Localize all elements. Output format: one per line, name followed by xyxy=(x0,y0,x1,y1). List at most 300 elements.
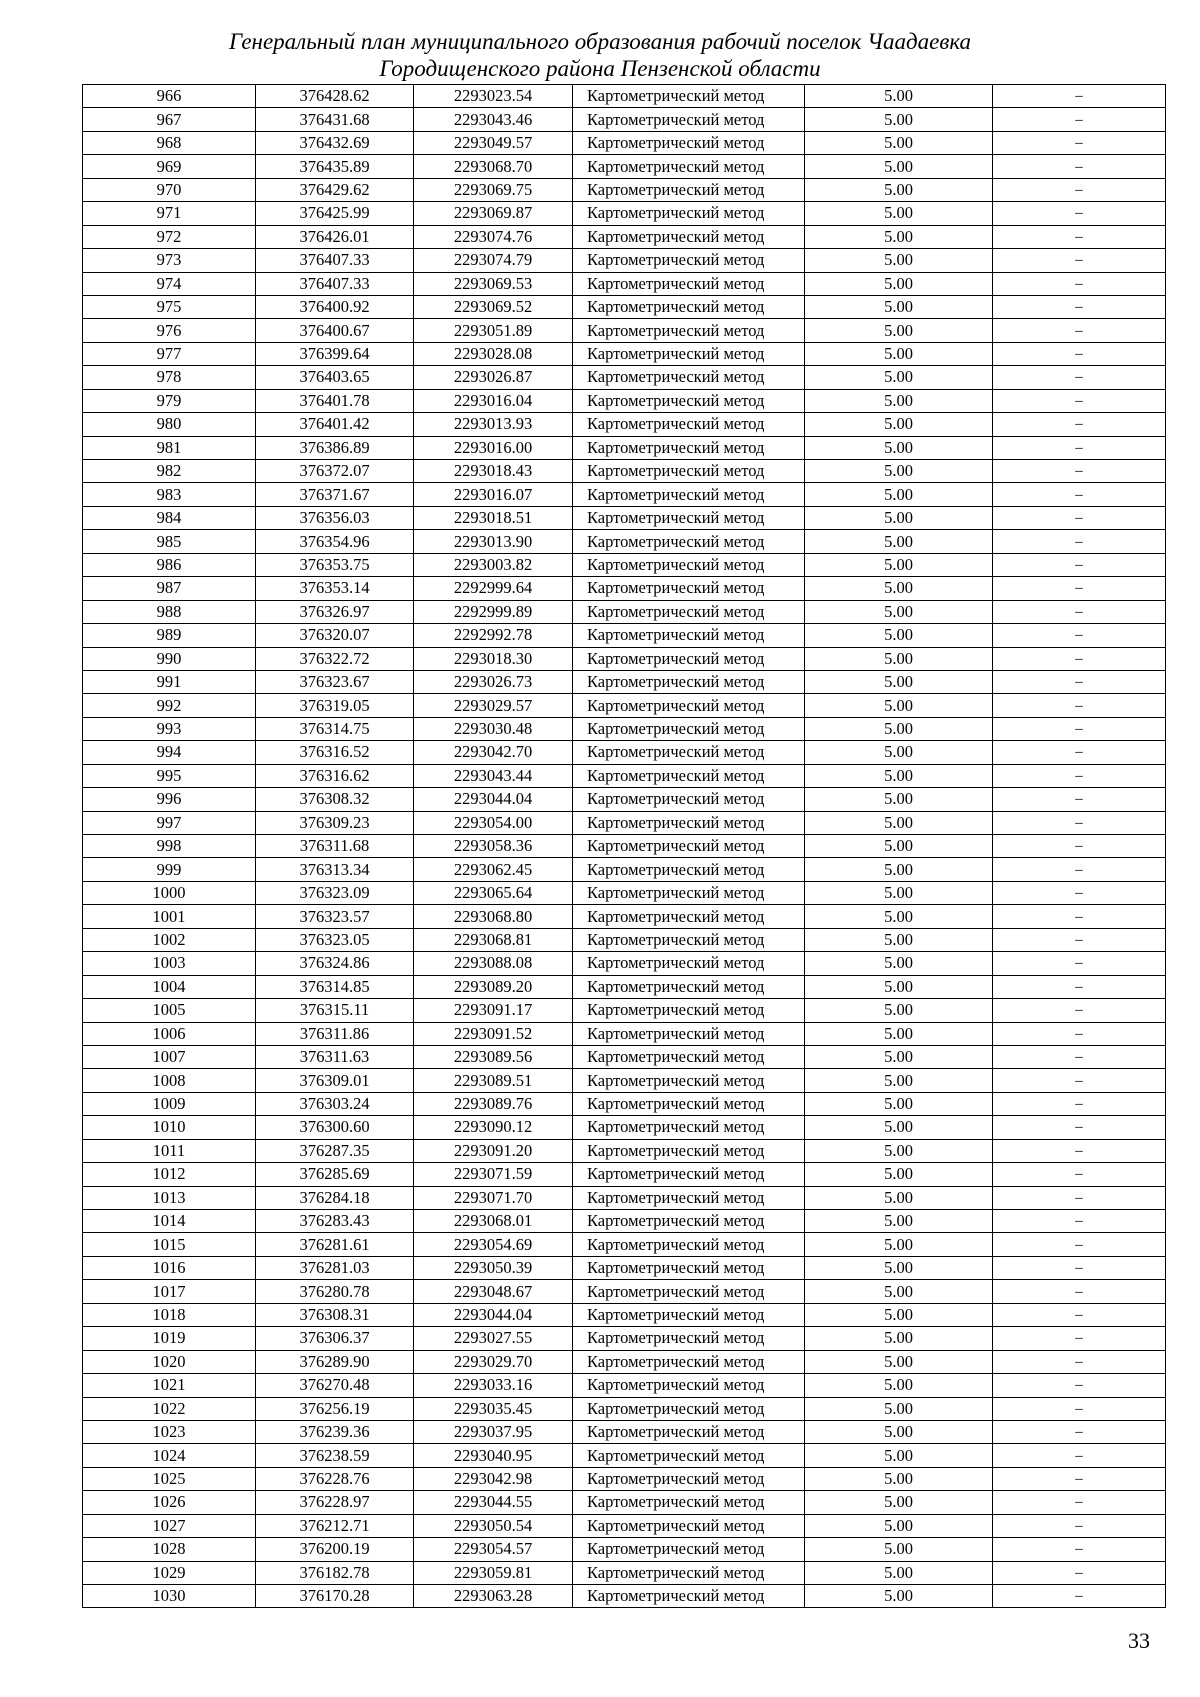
table-row xyxy=(83,553,1166,576)
accuracy-cell: 5.00 xyxy=(805,1397,993,1420)
method-cell: Картометрический метод xyxy=(573,905,805,928)
x-coordinate-cell: 376289.90 xyxy=(256,1350,414,1373)
method-cell: Картометрический метод xyxy=(573,647,805,670)
point-number-cell: 1022 xyxy=(83,1397,256,1420)
point-number-cell: 1021 xyxy=(83,1374,256,1397)
point-number-cell: 1028 xyxy=(83,1538,256,1561)
accuracy-cell: 5.00 xyxy=(805,366,993,389)
table-row xyxy=(83,225,1166,248)
accuracy-cell: 5.00 xyxy=(805,506,993,529)
point-number-cell: 1000 xyxy=(83,881,256,904)
accuracy-cell: 5.00 xyxy=(805,1350,993,1373)
y-coordinate-cell: 2293054.69 xyxy=(414,1233,573,1256)
table-row xyxy=(83,272,1166,295)
point-number-cell: 1027 xyxy=(83,1514,256,1537)
accuracy-cell: 5.00 xyxy=(805,1467,993,1490)
x-coordinate-cell: 376429.62 xyxy=(256,178,414,201)
method-cell: Картометрический метод xyxy=(573,85,805,108)
accuracy-cell: 5.00 xyxy=(805,85,993,108)
y-coordinate-cell: 2293042.98 xyxy=(414,1467,573,1490)
method-cell: Картометрический метод xyxy=(573,670,805,693)
x-coordinate-cell: 376323.57 xyxy=(256,905,414,928)
method-cell: Картометрический метод xyxy=(573,319,805,342)
method-cell: Картометрический метод xyxy=(573,366,805,389)
table-row xyxy=(83,85,1166,108)
y-coordinate-cell: 2293037.95 xyxy=(414,1420,573,1443)
accuracy-cell: 5.00 xyxy=(805,717,993,740)
accuracy-cell: 5.00 xyxy=(805,530,993,553)
x-coordinate-cell: 376372.07 xyxy=(256,460,414,483)
accuracy-cell: 5.00 xyxy=(805,1420,993,1443)
table-row xyxy=(83,835,1166,858)
accuracy-cell: 5.00 xyxy=(805,1538,993,1561)
point-number-cell: 968 xyxy=(83,131,256,154)
point-number-cell: 997 xyxy=(83,811,256,834)
accuracy-cell: 5.00 xyxy=(805,1186,993,1209)
point-number-cell: 995 xyxy=(83,764,256,787)
x-coordinate-cell: 376324.86 xyxy=(256,952,414,975)
point-number-cell: 987 xyxy=(83,577,256,600)
method-cell: Картометрический метод xyxy=(573,1467,805,1490)
method-cell: Картометрический метод xyxy=(573,1374,805,1397)
accuracy-cell: 5.00 xyxy=(805,436,993,459)
x-coordinate-cell: 376285.69 xyxy=(256,1163,414,1186)
table-row xyxy=(83,1374,1166,1397)
remark-cell: – xyxy=(993,1491,1166,1514)
y-coordinate-cell: 2293043.46 xyxy=(414,108,573,131)
table-row xyxy=(83,295,1166,318)
remark-cell: – xyxy=(993,1280,1166,1303)
accuracy-cell: 5.00 xyxy=(805,1256,993,1279)
x-coordinate-cell: 376403.65 xyxy=(256,366,414,389)
method-cell: Картометрический метод xyxy=(573,460,805,483)
remark-cell: – xyxy=(993,835,1166,858)
accuracy-cell: 5.00 xyxy=(805,1022,993,1045)
point-number-cell: 988 xyxy=(83,600,256,623)
remark-cell: – xyxy=(993,670,1166,693)
accuracy-cell: 5.00 xyxy=(805,202,993,225)
y-coordinate-cell: 2292999.64 xyxy=(414,577,573,600)
y-coordinate-cell: 2293065.64 xyxy=(414,881,573,904)
y-coordinate-cell: 2293059.81 xyxy=(414,1561,573,1584)
point-number-cell: 1019 xyxy=(83,1327,256,1350)
remark-cell: – xyxy=(993,647,1166,670)
table-row xyxy=(83,249,1166,272)
method-cell: Картометрический метод xyxy=(573,506,805,529)
remark-cell: – xyxy=(993,881,1166,904)
y-coordinate-cell: 2293050.39 xyxy=(414,1256,573,1279)
point-number-cell: 977 xyxy=(83,342,256,365)
y-coordinate-cell: 2293044.55 xyxy=(414,1491,573,1514)
x-coordinate-cell: 376311.63 xyxy=(256,1045,414,1068)
method-cell: Картометрический метод xyxy=(573,413,805,436)
table-row xyxy=(83,1069,1166,1092)
y-coordinate-cell: 2293062.45 xyxy=(414,858,573,881)
x-coordinate-cell: 376323.67 xyxy=(256,670,414,693)
remark-cell: – xyxy=(993,1256,1166,1279)
table-row xyxy=(83,436,1166,459)
remark-cell: – xyxy=(993,319,1166,342)
method-cell: Картометрический метод xyxy=(573,624,805,647)
table-row xyxy=(83,1444,1166,1467)
method-cell: Картометрический метод xyxy=(573,1327,805,1350)
point-number-cell: 1001 xyxy=(83,905,256,928)
y-coordinate-cell: 2292992.78 xyxy=(414,624,573,647)
table-row xyxy=(83,366,1166,389)
remark-cell: – xyxy=(993,1116,1166,1139)
accuracy-cell: 5.00 xyxy=(805,577,993,600)
point-number-cell: 992 xyxy=(83,694,256,717)
method-cell: Картометрический метод xyxy=(573,225,805,248)
table-row xyxy=(83,905,1166,928)
accuracy-cell: 5.00 xyxy=(805,1139,993,1162)
table-row xyxy=(83,928,1166,951)
method-cell: Картометрический метод xyxy=(573,694,805,717)
x-coordinate-cell: 376371.67 xyxy=(256,483,414,506)
accuracy-cell: 5.00 xyxy=(805,1092,993,1115)
x-coordinate-cell: 376320.07 xyxy=(256,624,414,647)
point-number-cell: 1030 xyxy=(83,1585,256,1608)
y-coordinate-cell: 2293091.52 xyxy=(414,1022,573,1045)
table-row xyxy=(83,741,1166,764)
y-coordinate-cell: 2293069.52 xyxy=(414,295,573,318)
x-coordinate-cell: 376311.68 xyxy=(256,835,414,858)
remark-cell: – xyxy=(993,1092,1166,1115)
remark-cell: – xyxy=(993,811,1166,834)
x-coordinate-cell: 376407.33 xyxy=(256,249,414,272)
method-cell: Картометрический метод xyxy=(573,1116,805,1139)
x-coordinate-cell: 376353.75 xyxy=(256,553,414,576)
remark-cell: – xyxy=(993,272,1166,295)
remark-cell: – xyxy=(993,506,1166,529)
accuracy-cell: 5.00 xyxy=(805,249,993,272)
accuracy-cell: 5.00 xyxy=(805,225,993,248)
x-coordinate-cell: 376270.48 xyxy=(256,1374,414,1397)
table-row xyxy=(83,1116,1166,1139)
accuracy-cell: 5.00 xyxy=(805,1163,993,1186)
remark-cell: – xyxy=(993,225,1166,248)
point-number-cell: 1003 xyxy=(83,952,256,975)
point-number-cell: 971 xyxy=(83,202,256,225)
remark-cell: – xyxy=(993,553,1166,576)
point-number-cell: 972 xyxy=(83,225,256,248)
method-cell: Картометрический метод xyxy=(573,1045,805,1068)
remark-cell: – xyxy=(993,1561,1166,1584)
remark-cell: – xyxy=(993,1186,1166,1209)
method-cell: Картометрический метод xyxy=(573,975,805,998)
x-coordinate-cell: 376315.11 xyxy=(256,999,414,1022)
method-cell: Картометрический метод xyxy=(573,131,805,154)
table-row xyxy=(83,1397,1166,1420)
remark-cell: – xyxy=(993,1210,1166,1233)
table-row xyxy=(83,694,1166,717)
method-cell: Картометрический метод xyxy=(573,342,805,365)
point-number-cell: 1005 xyxy=(83,999,256,1022)
point-number-cell: 1007 xyxy=(83,1045,256,1068)
remark-cell: – xyxy=(993,905,1166,928)
table-row xyxy=(83,413,1166,436)
table-row xyxy=(83,1210,1166,1233)
point-number-cell: 1012 xyxy=(83,1163,256,1186)
accuracy-cell: 5.00 xyxy=(805,108,993,131)
method-cell: Картометрический метод xyxy=(573,1538,805,1561)
accuracy-cell: 5.00 xyxy=(805,741,993,764)
table-row xyxy=(83,155,1166,178)
remark-cell: – xyxy=(993,460,1166,483)
x-coordinate-cell: 376280.78 xyxy=(256,1280,414,1303)
method-cell: Картометрический метод xyxy=(573,483,805,506)
accuracy-cell: 5.00 xyxy=(805,178,993,201)
table-row xyxy=(83,1233,1166,1256)
point-number-cell: 970 xyxy=(83,178,256,201)
remark-cell: – xyxy=(993,999,1166,1022)
method-cell: Картометрический метод xyxy=(573,389,805,412)
accuracy-cell: 5.00 xyxy=(805,1303,993,1326)
method-cell: Картометрический метод xyxy=(573,202,805,225)
point-number-cell: 1006 xyxy=(83,1022,256,1045)
table-row xyxy=(83,952,1166,975)
method-cell: Картометрический метод xyxy=(573,1022,805,1045)
y-coordinate-cell: 2293090.12 xyxy=(414,1116,573,1139)
table-row xyxy=(83,483,1166,506)
method-cell: Картометрический метод xyxy=(573,1069,805,1092)
point-number-cell: 1004 xyxy=(83,975,256,998)
y-coordinate-cell: 2293030.48 xyxy=(414,717,573,740)
method-cell: Картометрический метод xyxy=(573,249,805,272)
remark-cell: – xyxy=(993,928,1166,951)
accuracy-cell: 5.00 xyxy=(805,1327,993,1350)
method-cell: Картометрический метод xyxy=(573,108,805,131)
coordinates-table xyxy=(82,84,1166,1608)
point-number-cell: 979 xyxy=(83,389,256,412)
method-cell: Картометрический метод xyxy=(573,155,805,178)
method-cell: Картометрический метод xyxy=(573,764,805,787)
accuracy-cell: 5.00 xyxy=(805,788,993,811)
point-number-cell: 1010 xyxy=(83,1116,256,1139)
remark-cell: – xyxy=(993,155,1166,178)
y-coordinate-cell: 2293089.76 xyxy=(414,1092,573,1115)
remark-cell: – xyxy=(993,1022,1166,1045)
x-coordinate-cell: 376407.33 xyxy=(256,272,414,295)
remark-cell: – xyxy=(993,1139,1166,1162)
remark-cell: – xyxy=(993,1538,1166,1561)
method-cell: Картометрический метод xyxy=(573,1350,805,1373)
remark-cell: – xyxy=(993,694,1166,717)
accuracy-cell: 5.00 xyxy=(805,342,993,365)
point-number-cell: 1011 xyxy=(83,1139,256,1162)
point-number-cell: 984 xyxy=(83,506,256,529)
accuracy-cell: 5.00 xyxy=(805,624,993,647)
method-cell: Картометрический метод xyxy=(573,999,805,1022)
accuracy-cell: 5.00 xyxy=(805,319,993,342)
remark-cell: – xyxy=(993,85,1166,108)
y-coordinate-cell: 2293033.16 xyxy=(414,1374,573,1397)
y-coordinate-cell: 2293044.04 xyxy=(414,788,573,811)
table-row xyxy=(83,1303,1166,1326)
table-row xyxy=(83,647,1166,670)
table-row xyxy=(83,1514,1166,1537)
table-row xyxy=(83,342,1166,365)
x-coordinate-cell: 376432.69 xyxy=(256,131,414,154)
x-coordinate-cell: 376170.28 xyxy=(256,1585,414,1608)
y-coordinate-cell: 2293091.17 xyxy=(414,999,573,1022)
x-coordinate-cell: 376400.67 xyxy=(256,319,414,342)
point-number-cell: 1025 xyxy=(83,1467,256,1490)
y-coordinate-cell: 2293069.87 xyxy=(414,202,573,225)
accuracy-cell: 5.00 xyxy=(805,811,993,834)
accuracy-cell: 5.00 xyxy=(805,1514,993,1537)
x-coordinate-cell: 376319.05 xyxy=(256,694,414,717)
remark-cell: – xyxy=(993,249,1166,272)
remark-cell: – xyxy=(993,624,1166,647)
table-row xyxy=(83,1139,1166,1162)
remark-cell: – xyxy=(993,366,1166,389)
remark-cell: – xyxy=(993,952,1166,975)
y-coordinate-cell: 2293050.54 xyxy=(414,1514,573,1537)
point-number-cell: 986 xyxy=(83,553,256,576)
remark-cell: – xyxy=(993,131,1166,154)
point-number-cell: 1024 xyxy=(83,1444,256,1467)
point-number-cell: 1018 xyxy=(83,1303,256,1326)
y-coordinate-cell: 2293089.56 xyxy=(414,1045,573,1068)
remark-cell: – xyxy=(993,764,1166,787)
x-coordinate-cell: 376300.60 xyxy=(256,1116,414,1139)
accuracy-cell: 5.00 xyxy=(805,858,993,881)
method-cell: Картометрический метод xyxy=(573,811,805,834)
method-cell: Картометрический метод xyxy=(573,952,805,975)
x-coordinate-cell: 376238.59 xyxy=(256,1444,414,1467)
method-cell: Картометрический метод xyxy=(573,272,805,295)
accuracy-cell: 5.00 xyxy=(805,295,993,318)
x-coordinate-cell: 376314.75 xyxy=(256,717,414,740)
accuracy-cell: 5.00 xyxy=(805,460,993,483)
point-number-cell: 1017 xyxy=(83,1280,256,1303)
x-coordinate-cell: 376314.85 xyxy=(256,975,414,998)
y-coordinate-cell: 2293029.70 xyxy=(414,1350,573,1373)
accuracy-cell: 5.00 xyxy=(805,1491,993,1514)
table-row xyxy=(83,1538,1166,1561)
table-row xyxy=(83,577,1166,600)
x-coordinate-cell: 376283.43 xyxy=(256,1210,414,1233)
method-cell: Картометрический метод xyxy=(573,1233,805,1256)
method-cell: Картометрический метод xyxy=(573,1280,805,1303)
x-coordinate-cell: 376401.78 xyxy=(256,389,414,412)
table-row xyxy=(83,1280,1166,1303)
table-row xyxy=(83,202,1166,225)
remark-cell: – xyxy=(993,1397,1166,1420)
x-coordinate-cell: 376356.03 xyxy=(256,506,414,529)
remark-cell: – xyxy=(993,1420,1166,1443)
y-coordinate-cell: 2293013.90 xyxy=(414,530,573,553)
accuracy-cell: 5.00 xyxy=(805,1116,993,1139)
y-coordinate-cell: 2293016.04 xyxy=(414,389,573,412)
x-coordinate-cell: 376401.42 xyxy=(256,413,414,436)
y-coordinate-cell: 2293018.30 xyxy=(414,647,573,670)
table-row xyxy=(83,319,1166,342)
method-cell: Картометрический метод xyxy=(573,1397,805,1420)
x-coordinate-cell: 376399.64 xyxy=(256,342,414,365)
remark-cell: – xyxy=(993,577,1166,600)
x-coordinate-cell: 376284.18 xyxy=(256,1186,414,1209)
y-coordinate-cell: 2293018.43 xyxy=(414,460,573,483)
accuracy-cell: 5.00 xyxy=(805,764,993,787)
y-coordinate-cell: 2293026.87 xyxy=(414,366,573,389)
accuracy-cell: 5.00 xyxy=(805,413,993,436)
x-coordinate-cell: 376308.31 xyxy=(256,1303,414,1326)
table-row xyxy=(83,389,1166,412)
y-coordinate-cell: 2293069.75 xyxy=(414,178,573,201)
x-coordinate-cell: 376303.24 xyxy=(256,1092,414,1115)
x-coordinate-cell: 376239.36 xyxy=(256,1420,414,1443)
table-row xyxy=(83,1092,1166,1115)
table-row xyxy=(83,530,1166,553)
method-cell: Картометрический метод xyxy=(573,436,805,459)
header-title-line-1: Генеральный план муниципального образования рабочий поселок Чаадаевка xyxy=(228,29,972,54)
x-coordinate-cell: 376313.34 xyxy=(256,858,414,881)
point-number-cell: 967 xyxy=(83,108,256,131)
method-cell: Картометрический метод xyxy=(573,1420,805,1443)
point-number-cell: 980 xyxy=(83,413,256,436)
table-row xyxy=(83,178,1166,201)
method-cell: Картометрический метод xyxy=(573,1514,805,1537)
accuracy-cell: 5.00 xyxy=(805,952,993,975)
table-row xyxy=(83,811,1166,834)
table-row xyxy=(83,506,1166,529)
point-number-cell: 985 xyxy=(83,530,256,553)
point-number-cell: 1029 xyxy=(83,1561,256,1584)
remark-cell: – xyxy=(993,436,1166,459)
y-coordinate-cell: 2293074.76 xyxy=(414,225,573,248)
method-cell: Картометрический метод xyxy=(573,530,805,553)
table-row xyxy=(83,1256,1166,1279)
accuracy-cell: 5.00 xyxy=(805,999,993,1022)
table-row xyxy=(83,764,1166,787)
remark-cell: – xyxy=(993,389,1166,412)
accuracy-cell: 5.00 xyxy=(805,905,993,928)
method-cell: Картометрический метод xyxy=(573,295,805,318)
x-coordinate-cell: 376309.23 xyxy=(256,811,414,834)
x-coordinate-cell: 376316.52 xyxy=(256,741,414,764)
y-coordinate-cell: 2293071.70 xyxy=(414,1186,573,1209)
x-coordinate-cell: 376281.61 xyxy=(256,1233,414,1256)
remark-cell: – xyxy=(993,975,1166,998)
point-number-cell: 1002 xyxy=(83,928,256,951)
y-coordinate-cell: 2293071.59 xyxy=(414,1163,573,1186)
accuracy-cell: 5.00 xyxy=(805,1561,993,1584)
y-coordinate-cell: 2293088.08 xyxy=(414,952,573,975)
point-number-cell: 1008 xyxy=(83,1069,256,1092)
x-coordinate-cell: 376354.96 xyxy=(256,530,414,553)
y-coordinate-cell: 2293018.51 xyxy=(414,506,573,529)
y-coordinate-cell: 2293068.01 xyxy=(414,1210,573,1233)
method-cell: Картометрический метод xyxy=(573,1210,805,1233)
remark-cell: – xyxy=(993,295,1166,318)
accuracy-cell: 5.00 xyxy=(805,389,993,412)
point-number-cell: 1016 xyxy=(83,1256,256,1279)
x-coordinate-cell: 376256.19 xyxy=(256,1397,414,1420)
x-coordinate-cell: 376435.89 xyxy=(256,155,414,178)
x-coordinate-cell: 376281.03 xyxy=(256,1256,414,1279)
x-coordinate-cell: 376425.99 xyxy=(256,202,414,225)
table-row xyxy=(83,1327,1166,1350)
method-cell: Картометрический метод xyxy=(573,881,805,904)
point-number-cell: 974 xyxy=(83,272,256,295)
y-coordinate-cell: 2293063.28 xyxy=(414,1585,573,1608)
point-number-cell: 990 xyxy=(83,647,256,670)
point-number-cell: 973 xyxy=(83,249,256,272)
method-cell: Картометрический метод xyxy=(573,1092,805,1115)
x-coordinate-cell: 376308.32 xyxy=(256,788,414,811)
